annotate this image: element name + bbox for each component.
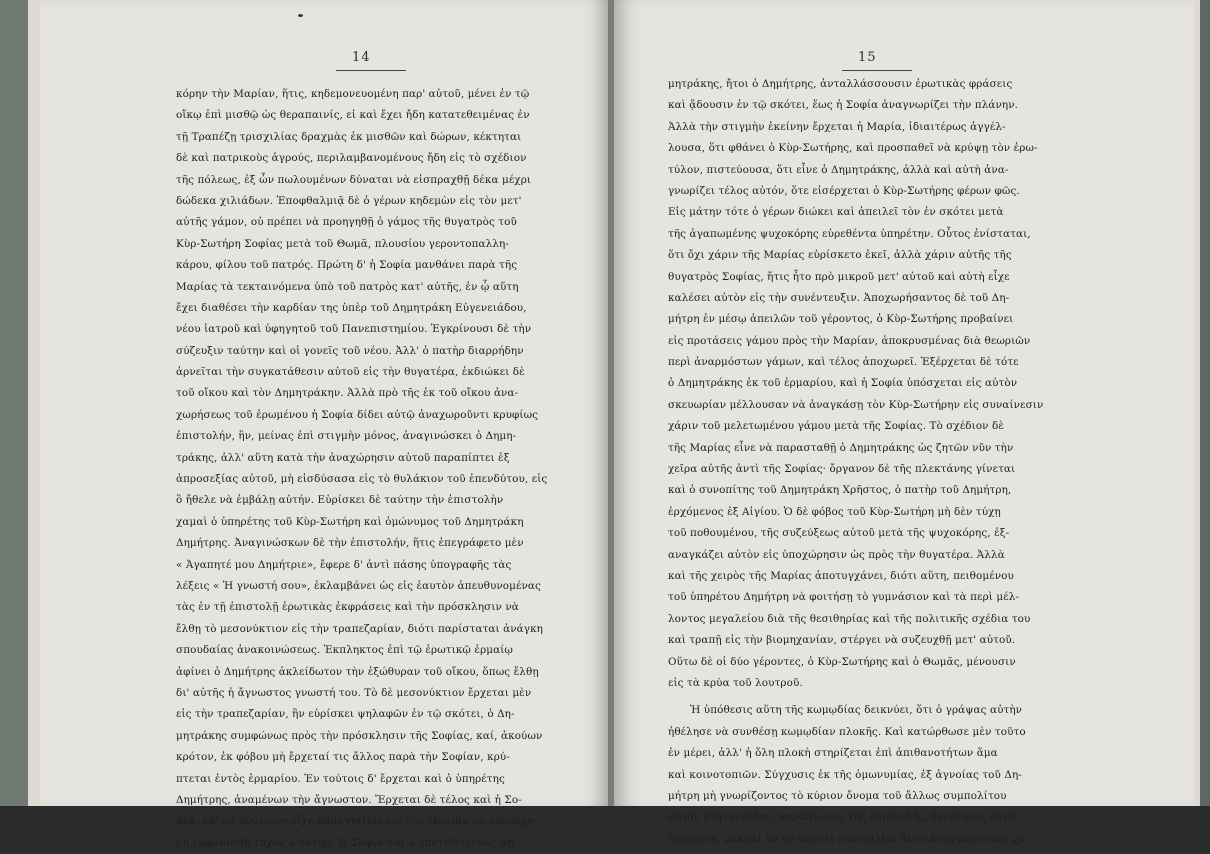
text-line: καὶ κοινοτοπιῶν. Σύγχυσις ἐκ τῆς ὁμωνυμίας, ἐξ ἀγνοίας τοῦ Δη- — [668, 768, 1022, 781]
text-line: ὅτι ὄχι χάριν τῆς Μαρίας εὑρίσκετο ἐκεῖ, ἀλλὰ χάριν αὐτῆς τῆς — [668, 249, 1012, 262]
text-line: κρότον, ἐκ φόβου μὴ ἔρχεταί τις ἄλλος παρὰ τὴν Σοφίαν, κρύ- — [176, 751, 510, 764]
text-line: μήτρη μὴ γνωρίζοντος τὸ κύριον ὄνομα τοῦ ἄλλως συμπολίτου — [668, 789, 1007, 802]
text-line: ἑρμαρίου, μακραὶ ἐν τῷ σκότει συνομιλίαι ἄνευ ἀναγνωρίσεως χα- — [668, 832, 1030, 845]
text-line: σπουδαίας ἀνακοινώσεως. Ἐκπληκτος ἐπὶ τῷ ἐρωτικῷ ἐρμαίῳ — [176, 644, 513, 657]
text-line: αναγκάζει αὐτὸν εἰς ὑποχώρησιν ὡς πρὸς τὴν θυγατέρα. Ἀλλὰ — [668, 548, 1005, 561]
text-line: τῆς πόλεως, ἐξ ὧν πωλουμένων δύναται νὰ εἰσπραχθῇ δέκα μέχρι — [176, 173, 532, 186]
text-line: εἰς τὴν τραπεζαρίαν, ἣν εὑρίσκει ψηλαφῶν ἐν τῷ σκότει, ὁ Δη- — [176, 708, 515, 721]
text-line: καὶ τῆς χειρὸς τῆς Μαρίας ἀποτυγχάνει, διότι αὕτη, πειθομένου — [668, 569, 1014, 582]
text-line: ἐν μέρει, ἀλλ' ἡ ὅλη πλοκὴ στηρίζεται ἐπὶ ἀπιθανοτήτων ἅμα — [668, 747, 998, 760]
text-line: σκευωρίαν μέλλουσαν νὰ ἀναγκάσῃ τὸν Κὺρ-Σωτήρην εἰς συναίνεσιν — [668, 398, 1044, 411]
text-line: ἔχει διαθέσει τὴν καρδίαν της ὑπὲρ τοῦ Δημητράκη Εὐγενειάδου, — [176, 301, 527, 314]
text-line: τῆς ἀγαπωμένης ψυχοκόρης εὑρεθέντα ὑπηρέτην. Οὗτος ἐνίσταται, — [668, 227, 1031, 240]
text-line: Μαρίας τὰ τεκταινόμενα ὑπὸ τοῦ πατρὸς κατ' αὐτῆς, ἐν ᾧ αὕτη — [176, 280, 519, 293]
text-line: ἀφίνει ὁ Δημήτρης ἀκλείδωτον τὴν ἐξώθυραν τοῦ οἴκου, ὅπως ἔλθῃ — [176, 665, 539, 678]
text-line: χεῖρα αὐτῆς ἀντὶ τῆς Σοφίας· ὄργανον δὲ τῆς πλεκτάνης γίνεται — [668, 463, 1016, 476]
right-page-text — [668, 74, 1096, 850]
text-line: τύλον, πιστεύουσα, ὅτι εἶνε ὁ Δημητράκης, ἀλλὰ καὶ αὐτὴ ἀνα- — [668, 163, 1009, 176]
text-line: αὐτῆς γάμον, οὐ πρέπει νὰ προηγηθῇ ὁ γάμος τῆς θυγατρὸς τοῦ — [176, 216, 517, 229]
text-line: εἰς τὰ κρύα τοῦ λουτροῦ. — [668, 676, 803, 689]
text-line: δι' αὐτῆς ἡ ἄγνωστος γνωστή του. Τὸ δὲ μεσονύκτιον ἔρχεται μὲν — [176, 686, 532, 699]
text-line: κάρου, φίλου τοῦ πατρός. Πρώτη δ' ἡ Σοφία μανθάνει παρὰ τῆς — [176, 259, 518, 272]
text-line: ὃ ἤθελε νὰ ἐμβάλῃ αὐτήν. Εὑρίσκει δὲ ταύτην τὴν ἐπιστολὴν — [176, 494, 504, 507]
page-number-right: 15 — [858, 50, 877, 65]
text-line: χωρήσεως τοῦ ἐρωμένου ἡ Σοφία δίδει αὐτῷ ἀναχωροῦντι κρυφίως — [176, 408, 539, 421]
text-line: τράκης, ἀλλ' αὕτη κατὰ τὴν ἀναχώρησιν αὐτοῦ παραπίπτει ἐξ — [176, 451, 510, 464]
text-line: μὴ ἐμφανισθῇ τυχὸν ὁ πατήρ. Ἡ Σοφία καὶ ὁ ὑποτεθειμένος Δη- — [176, 836, 518, 849]
page-number-rule-left — [336, 70, 406, 71]
text-line: ἠθέλησε νὰ συνθέσῃ κωμῳδίαν πλοκῆς. Καὶ κατώρθωσε μὲν τοῦτο — [668, 725, 1026, 738]
scan-speck — [298, 14, 303, 17]
text-line: λουσα, ὅτι φθάνει ὁ Κὺρ-Σωτήρης, καὶ προσπαθεῖ νὰ κρύψῃ τὸν ἐρω- — [668, 142, 1038, 155]
left-page — [40, 0, 610, 849]
page-number-left: 14 — [352, 50, 371, 65]
text-line: τῇ Τραπέζῃ τρισχιλίας δραχμὰς ἐκ μισθῶν καὶ δώρων, κέκτηται — [176, 130, 522, 143]
text-line: δώδεκα χιλιάδων. Ἐποφθαλμιᾷ δὲ ὁ γέρων κηδεμὼν εἰς τὸν μετ' — [176, 194, 522, 207]
text-line: τοῦ ποθουμένου, τῆς συζεύξεως αὐτοῦ μετὰ τῆς ψυχοκόρης, ἐξ- — [668, 527, 1010, 540]
text-line: καὶ τραπῇ εἰς τὴν βιομηχανίαν, στέργει νὰ συζευχθῇ μετ' αὐτοῦ. — [668, 634, 1016, 647]
text-line: θυγατρὸς Σοφίας, ἥτις ἦτο πρὸ μικροῦ μετ' αὐτοῦ καὶ αὐτὴ εἶχε — [668, 270, 1010, 283]
text-line: οἴκῳ ἐπὶ μισθῷ ὡς θεραπαινίς, εἰ καὶ ἔχει ἤδη κατατεθειμένας ἐν — [176, 109, 530, 122]
text-line: χαμαὶ ὁ ὑπηρέτης τοῦ Κὺρ-Σωτήρη καὶ ὁμώνυμος τοῦ Δημητράκη — [176, 515, 524, 528]
text-line: κόρην τὴν Μαρίαν, ἥτις, κηδεμονευομένη παρ' αὐτοῦ, μένει ἐν τῷ — [176, 88, 530, 100]
text-line: Δημήτρης. Ἀναγινώσκων δὲ τὴν ἐπιστολήν, ἥτις ἐπεγράφετο μὲν — [176, 537, 524, 550]
text-line: δὲ καὶ πατρικοὺς ἀγρούς, περιλαμβανομένους ἤδη εἰς τὸ σχέδιον — [176, 152, 527, 165]
text-line: γνωρίζει τέλος αὐτόν, ὅτε εἰσέρχεται ὁ Κὺρ-Σωτήρης φέρων φῶς. — [668, 184, 1020, 197]
text-line: σύζευξιν ταύτην καὶ οἱ γονεῖς τοῦ νέου. Ἀλλ' ὁ πατὴρ διαρρήδην — [176, 344, 524, 357]
text-line: καλέσει αὐτὸν εἰς τὴν συνέντευξιν. Ἀποχωρήσαντος δὲ τοῦ Δη- — [668, 291, 1010, 304]
text-line: τοῦ ὑπηρέτου Δημήτρη νὰ φοιτήσῃ τὸ γυμνάσιον καὶ τὰ περὶ μέλ- — [668, 591, 1019, 604]
text-line: ὁ Δημητράκης ἐκ τοῦ ἑρμαρίου, καὶ ἡ Σοφία ὑπόσχεται εἰς αὐτὸν — [668, 377, 1018, 390]
text-line: καὶ ὁ συνοπίτης τοῦ Δημητράκη Χρῆστος, ὁ πατὴρ τοῦ Δημήτρη, — [668, 484, 1012, 497]
text-line: Εἰς μάτην τότε ὁ γέρων διώκει καὶ ἀπειλεῖ τὸν ἐν σκότει μετὰ — [668, 206, 1004, 219]
text-line: ἐρχόμενος ἐξ Αἰγίου. Ὁ δὲ φόβος τοῦ Κὺρ-Σωτήρη μὴ δὲν τύχῃ — [668, 505, 1001, 518]
text-line: καὶ ᾄδουσιν ἐν τῷ σκότει, ἕως ἡ Σοφία ἀναγνωρίζει τὴν πλάνην. — [668, 99, 1019, 112]
text-line: φία, ἀφ' οὗ πρότερον εἶχε παραγγείλει εἰς τὴν Μαρίαν νὰ προσέχῃ — [176, 815, 535, 828]
text-line: αὐτοῦ Εὐγενειάδου, παράπτωσις τῆς ἐπιστολῆς, ἐγκρύψεις ἐντὸς — [668, 811, 1021, 824]
text-line: περὶ ἀναρμόστων γάμων, καὶ τέλος ἀποχωρεῖ. Ἐξέρχεται δὲ τότε — [668, 356, 1019, 369]
text-line: Οὕτω δὲ οἱ δύο γέροντες, ὁ Κὺρ-Σωτήρης καὶ ὁ Θωμᾶς, μένουσιν — [668, 655, 1016, 668]
text-line: εἰς προτάσεις γάμου πρὸς τὴν Μαρίαν, ἀποκρυσμένας διὰ θεωριῶν — [668, 334, 1031, 347]
text-line: Ἀλλὰ τὴν στιγμὴν ἐκείνην ἔρχεται ἡ Μαρία, ἰδιαιτέρως ἀγγέλ- — [668, 120, 1006, 133]
text-line: μητράκης, ἤτοι ὁ Δημήτρης, ἀνταλλάσσουσιν ἐρωτικὰς φράσεις — [668, 78, 1013, 90]
text-line: Ἡ ὑπόθεσις αὕτη τῆς κωμῳδίας δεικνύει, ὅτι ὁ γράψας αὐτὴν — [690, 704, 1023, 717]
text-line: ἔλθῃ τὸ μεσονύκτιον εἰς τὴν τραπεζαρίαν, διότι παρίσταται ἀνάγκη — [176, 622, 544, 635]
text-line: Δημήτρης, ἀναμένων τὴν ἄγνωστον. Ἔρχεται δὲ τέλος καὶ ἡ Σο- — [176, 793, 522, 806]
text-line: τὰς ἐν τῇ ἐπιστολῇ ἐρωτικὰς ἐκφράσεις καὶ τὴν πρόσκλησιν νὰ — [176, 601, 519, 614]
text-line: ἐπιστολήν, ἣν, μείνας ἐπὶ στιγμὴν μόνος, ἀναγινώσκει ὁ Δημη- — [176, 430, 517, 443]
text-line: « Ἀγαπητέ μου Δημήτριε», ἔφερε δ' ἀντὶ πάσης ὑπογραφῆς τὰς — [176, 558, 512, 571]
text-line: μήτρη ἐν μέσῳ ἀπειλῶν τοῦ γέροντος, ὁ Κὺρ-Σωτήρης προβαίνει — [668, 313, 1014, 326]
text-line: τοῦ οἴκου καὶ τὸν Δημητράκην. Ἀλλὰ πρὸ τῆς ἐκ τοῦ οἴκου ἀνα- — [176, 387, 519, 400]
page-number-rule-right — [842, 70, 912, 71]
text-line: μητράκης συμφώνως πρὸς τὴν πρόσκλησιν τῆς Σοφίας, καί, ἀκούων — [176, 729, 543, 742]
text-line: λέξεις « Ἡ γνωστή σου», ἐκλαμβάνει ὡς εἰς ἑαυτὸν ἀπευθυνομένας — [176, 579, 541, 592]
text-line: λοντος μεγαλείου διὰ τῆς θεσιθηρίας καὶ τῆς πολιτικῆς σχέδια του — [668, 612, 1031, 625]
text-line: νέου ἰατροῦ καὶ ὑφηγητοῦ τοῦ Πανεπιστημίου. Ἐγκρίνουσι δὲ τὴν — [176, 323, 532, 336]
right-page — [614, 0, 1194, 845]
text-line: πτεται ἐντὸς ἑρμαρίου. Ἐν τούτοις δ' ἔρχεται καὶ ὁ ὑπηρέτης — [176, 772, 505, 785]
text-line: χάριν τοῦ μελετωμένου γάμου μετὰ τῆς Σοφίας. Τὸ σχέδιον δὲ — [668, 420, 1005, 433]
text-line: ἀπροσεξίας αὐτοῦ, μὴ εἰσδύσασα εἰς τὸ θυλάκιον τοῦ ἐπενδύτου, εἰς — [176, 473, 548, 486]
text-line: τῆς Μαρίας εἶνε νὰ παρασταθῇ ὁ Δημητράκης ὡς ζητῶν νῦν τὴν — [668, 441, 1014, 454]
left-page-text — [176, 84, 600, 854]
text-line: ἀρνεῖται τὴν συγκατάθεσιν αὐτοῦ εἰς τὴν θυγατέρα, ἐκδιώκει δὲ — [176, 366, 525, 379]
text-line: Κὺρ-Σωτήρη Σοφίας μετὰ τοῦ Θωμᾶ, πλουσίου γεροντοπαλλη- — [176, 237, 509, 250]
